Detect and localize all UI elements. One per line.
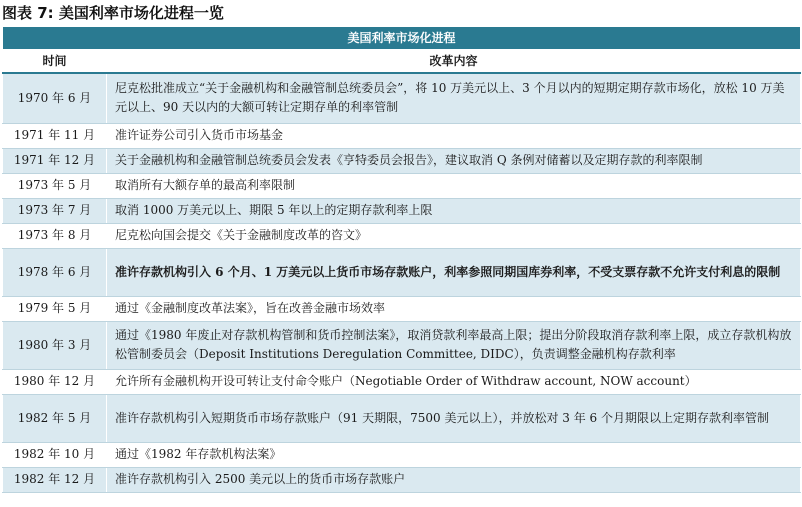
row-content: 通过《1982 年存款机构法案》 [107,442,801,467]
table-row [3,173,801,198]
table-row [3,467,801,492]
table-banner: 美国利率市场化进程 [3,27,801,51]
table-row [3,123,801,148]
table-row [3,198,801,223]
row-content: 取消 1000 万美元以上、期限 5 年以上的定期存款利率上限 [107,198,801,223]
table-header-row [3,50,801,73]
row-content: 准许存款机构引入 2500 美元以上的货币市场存款账户 [107,467,801,492]
row-time: 1979 年 5 月 [3,296,107,321]
row-content: 准许存款机构引入 6 个月、1 万美元以上货币市场存款账户，利率参照同期国库券利率，不受支票存款不允许支付利息的限制 [107,248,801,296]
row-content: 尼克松批准成立“关于金融机构和金融管制总统委员会”，将 10 万美元以上、3 个月以内的短期定期存款市场化，放松 10 万美元以上、90 天以内的大额可转让定期存单的利率管制 [107,73,801,123]
table-row [3,442,801,467]
row-time: 1982 年 10 月 [3,442,107,467]
header-time: 时间 [3,50,107,73]
header-content: 改革内容 [107,50,801,73]
figure-title: 图表 7: 美国利率市场化进程一览 [2,4,224,22]
table-row [3,73,801,123]
table-banner-row [3,27,801,51]
row-time: 1978 年 6 月 [3,248,107,296]
row-content: 通过《1980 年废止对存款机构管制和货币控制法案》，取消贷款利率最高上限；提出分阶段取消存款利率上限，成立存款机构放松管制委员会（Deposit Institutions Deregulation Committee, DIDC），负责调整金融机构存款利率 [107,321,801,369]
table-row [3,223,801,248]
table-row [3,369,801,394]
table-row [3,296,801,321]
row-content: 准许证券公司引入货币市场基金 [107,123,801,148]
table-row [3,148,801,173]
row-time: 1970 年 6 月 [3,73,107,123]
row-time: 1971 年 11 月 [3,123,107,148]
reform-timeline-table [2,26,801,493]
row-content: 尼克松向国会提交《关于金融制度改革的咨文》 [107,223,801,248]
row-time: 1973 年 5 月 [3,173,107,198]
row-time: 1973 年 7 月 [3,198,107,223]
row-time: 1980 年 3 月 [3,321,107,369]
row-content: 通过《金融制度改革法案》，旨在改善金融市场效率 [107,296,801,321]
row-time: 1971 年 12 月 [3,148,107,173]
row-content: 准许存款机构引入短期货币市场存款账户（91 天期限，7500 美元以上），并放松对 3 年 6 个月期限以上定期存款利率管制 [107,394,801,442]
row-time: 1973 年 8 月 [3,223,107,248]
row-content: 取消所有大额存单的最高利率限制 [107,173,801,198]
row-time: 1980 年 12 月 [3,369,107,394]
row-time: 1982 年 12 月 [3,467,107,492]
table-row [3,321,801,369]
row-content: 关于金融机构和金融管制总统委员会发表《亨特委员会报告》，建议取消 Q 条例对储蓄以及定期存款的利率限制 [107,148,801,173]
table-row [3,248,801,296]
row-content: 允许所有金融机构开设可转让支付命令账户（Negotiable Order of Withdraw account, NOW account） [107,369,801,394]
row-time: 1982 年 5 月 [3,394,107,442]
table-row [3,394,801,442]
